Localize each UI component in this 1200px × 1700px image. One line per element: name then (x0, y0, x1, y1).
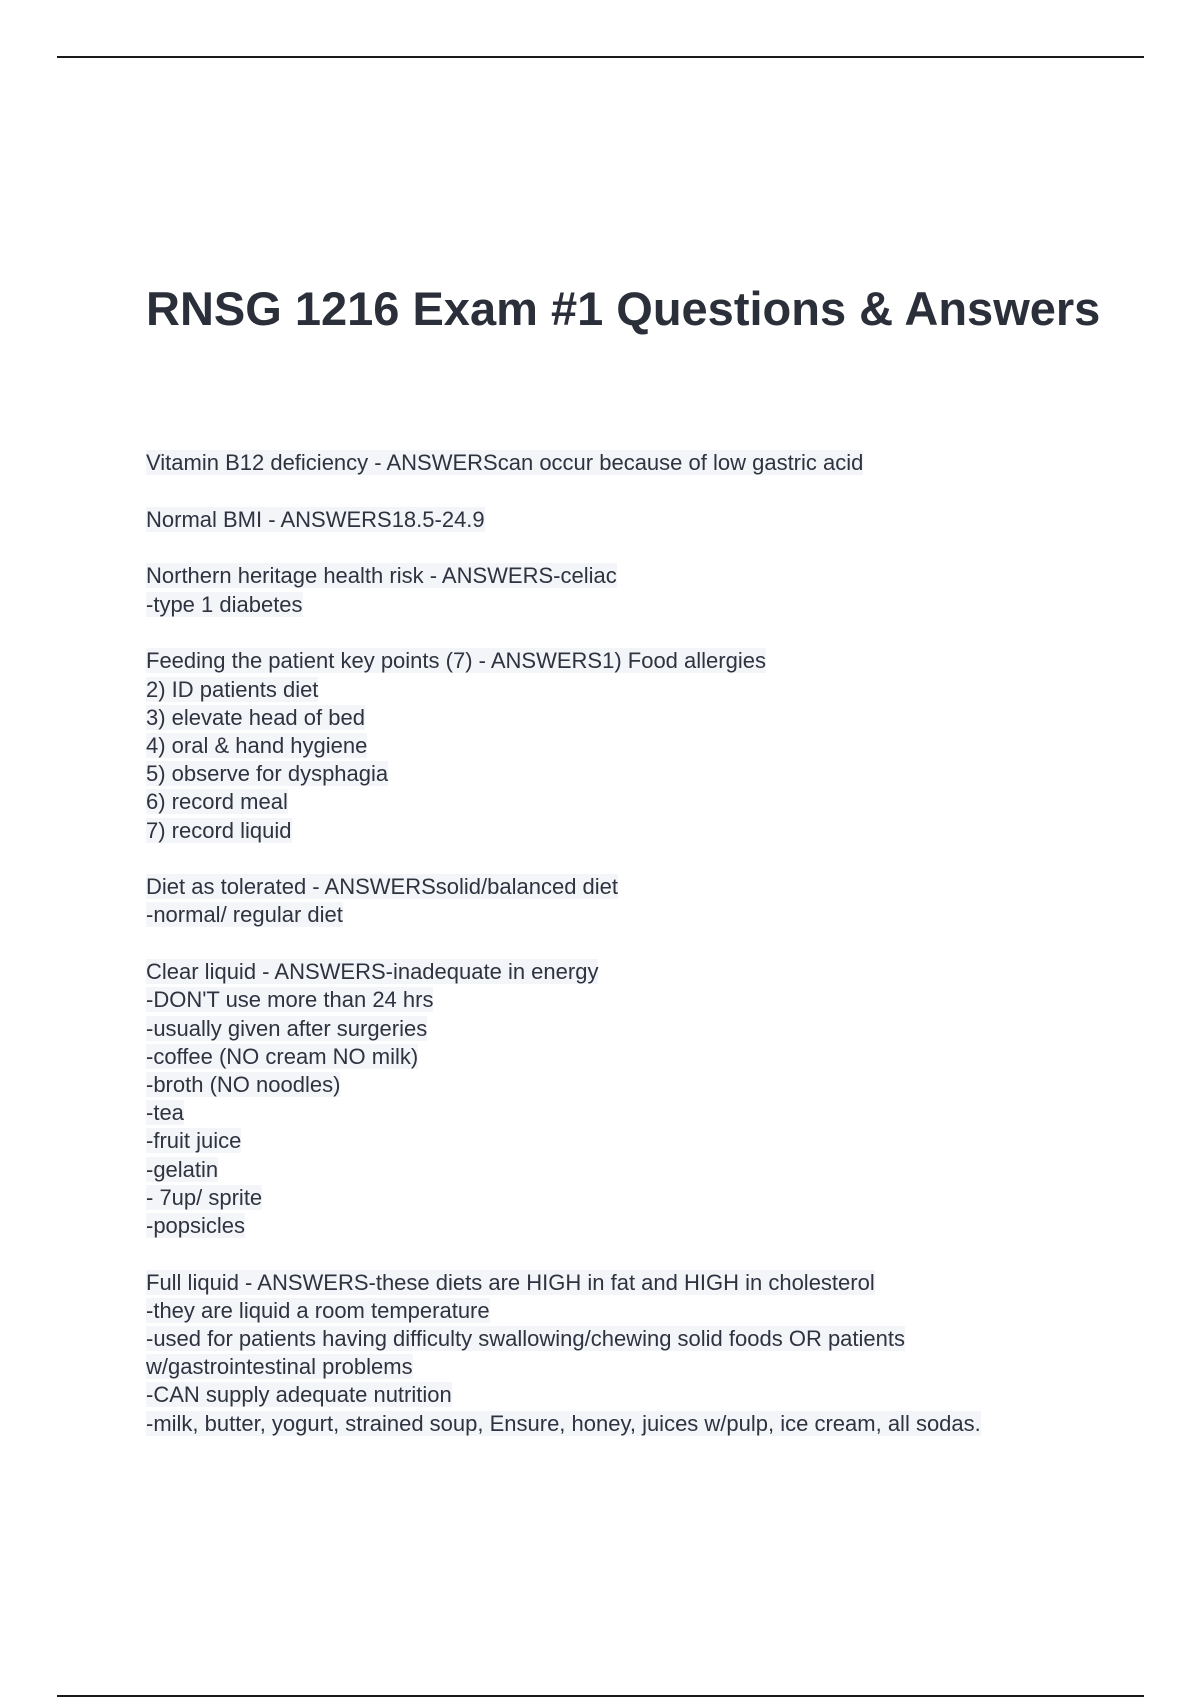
qa-line-text: -milk, butter, yogurt, strained soup, Ensure, honey, juices w/pulp, ice cream, all sodas. (146, 1410, 981, 1436)
qa-answer-line (146, 1325, 1146, 1353)
qa-answer-line (146, 676, 1146, 704)
qa-question-line (146, 562, 1146, 590)
document-title: RNSG 1216 Exam #1 Questions & Answers (146, 282, 1101, 335)
qa-question-line (146, 449, 1146, 477)
qa-question-line (146, 647, 1146, 675)
qa-line-text: 4) oral & hand hygiene (146, 732, 368, 758)
qa-line-text: -usually given after surgeries (146, 1015, 428, 1041)
qa-line-text: Feeding the patient key points (7) - ANSWERS1) Food allergies (146, 648, 766, 674)
qa-line-text: Clear liquid - ANSWERS-inadequate in energy (146, 959, 599, 985)
qa-answer-line (146, 1381, 1146, 1409)
qa-line-text: - 7up/ sprite (146, 1184, 263, 1210)
qa-answer-line (146, 1353, 1146, 1381)
qa-line-text: -normal/ regular diet (146, 902, 343, 928)
qa-answer-line (146, 1184, 1146, 1212)
qa-line-text: -broth (NO noodles) (146, 1071, 341, 1097)
qa-answer-line (146, 788, 1146, 816)
qa-entry (146, 449, 1146, 477)
qa-line-text: -popsicles (146, 1212, 246, 1238)
qa-answer-line (146, 901, 1146, 929)
qa-line-text: -DON'T use more than 24 hrs (146, 987, 434, 1013)
qa-line-text: Full liquid - ANSWERS-these diets are HIGH in fat and HIGH in cholesterol (146, 1269, 875, 1295)
qa-list (146, 449, 1146, 1466)
qa-line-text: -type 1 diabetes (146, 591, 303, 617)
qa-entry (146, 958, 1146, 1240)
qa-line-text: -they are liquid a room temperature (146, 1297, 490, 1323)
qa-line-text: -coffee (NO cream NO milk) (146, 1043, 419, 1069)
qa-entry (146, 562, 1146, 618)
qa-answer-line (146, 986, 1146, 1014)
qa-question-line (146, 506, 1146, 534)
qa-entry (146, 873, 1146, 929)
qa-line-text: -fruit juice (146, 1128, 242, 1154)
qa-line-text: Normal BMI - ANSWERS18.5-24.9 (146, 506, 485, 532)
qa-answer-line (146, 1099, 1146, 1127)
qa-answer-line (146, 1071, 1146, 1099)
qa-line-text: Diet as tolerated - ANSWERSsolid/balanced diet (146, 874, 619, 900)
qa-answer-line (146, 732, 1146, 760)
qa-question-line (146, 873, 1146, 901)
qa-line-text: 3) elevate head of bed (146, 704, 365, 730)
qa-answer-line (146, 1297, 1146, 1325)
qa-line-text: Northern heritage health risk - ANSWERS-celiac (146, 563, 617, 589)
qa-question-line (146, 958, 1146, 986)
qa-answer-line (146, 591, 1146, 619)
qa-line-text: -gelatin (146, 1156, 219, 1182)
bottom-rule (57, 1695, 1144, 1697)
qa-line-text: 5) observe for dysphagia (146, 761, 389, 787)
qa-line-text: 7) record liquid (146, 817, 292, 843)
top-rule (57, 56, 1144, 58)
qa-answer-line (146, 1410, 1146, 1438)
qa-line-text: -CAN supply adequate nutrition (146, 1382, 452, 1408)
qa-line-text: w/gastrointestinal problems (146, 1354, 413, 1380)
qa-answer-line (146, 1212, 1146, 1240)
qa-answer-line (146, 1127, 1146, 1155)
qa-line-text: Vitamin B12 deficiency - ANSWERScan occur because of low gastric acid (146, 450, 864, 475)
qa-answer-line (146, 704, 1146, 732)
qa-line-text: 2) ID patients diet (146, 676, 319, 702)
qa-entry (146, 506, 1146, 534)
qa-question-line (146, 1269, 1146, 1297)
qa-entry (146, 647, 1146, 844)
qa-answer-line (146, 1043, 1146, 1071)
qa-line-text: 6) record meal (146, 789, 288, 815)
qa-answer-line (146, 817, 1146, 845)
qa-entry (146, 1269, 1146, 1438)
qa-line-text: -used for patients having difficulty swallowing/chewing solid foods OR patients (146, 1326, 905, 1352)
qa-answer-line (146, 1156, 1146, 1184)
qa-answer-line (146, 760, 1146, 788)
qa-answer-line (146, 1015, 1146, 1043)
qa-line-text: -tea (146, 1100, 184, 1126)
